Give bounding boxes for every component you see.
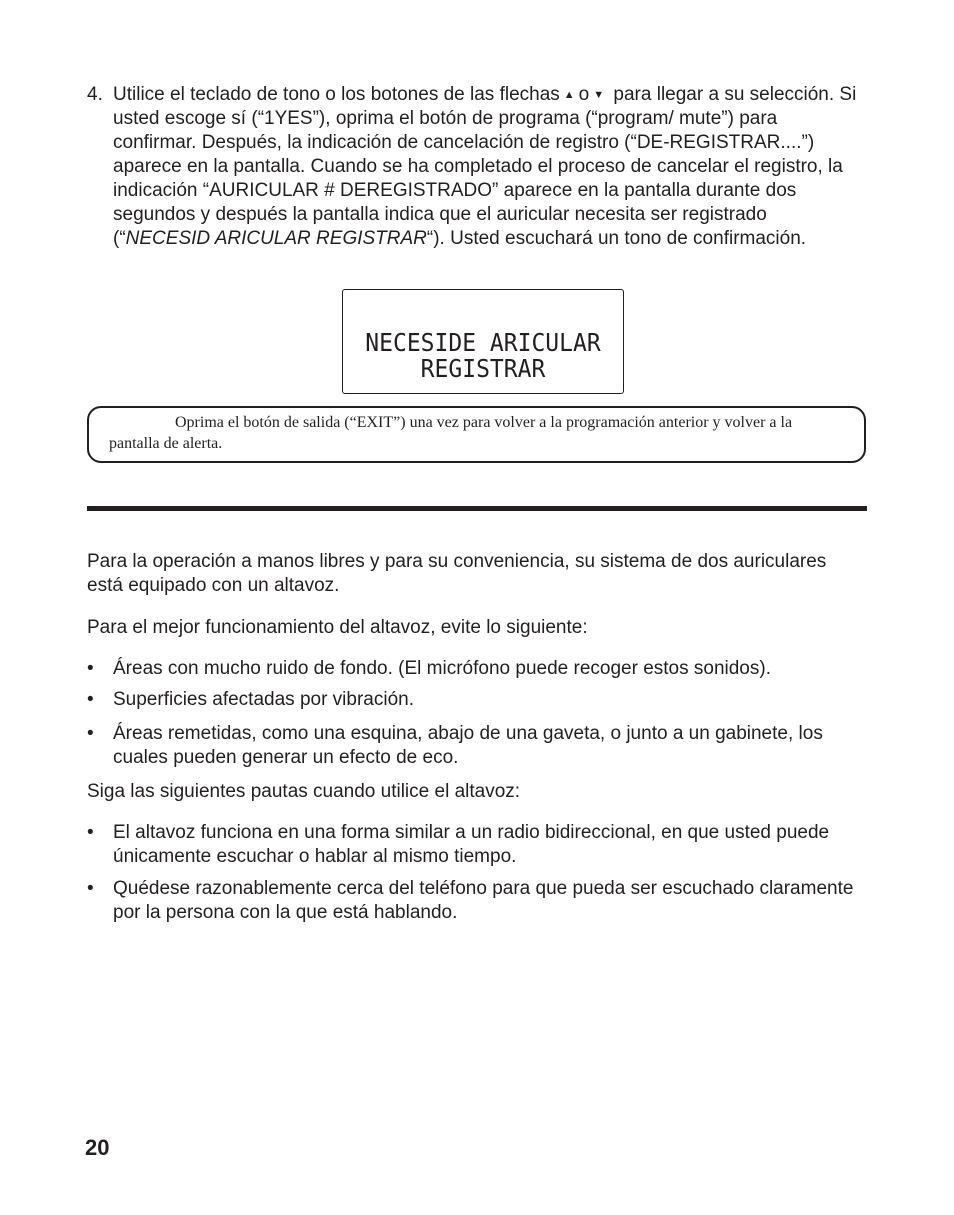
speaker-intro: Para la operación a manos libres y para su conveniencia, su sistema de dos auriculares está equipado con un altavoz. bbox=[87, 551, 827, 596]
list-item: • Quédese razonablemente cerca del teléfono para que pueda ser escuchado claramente por la persona con la que está hablando. bbox=[87, 878, 854, 923]
list-item: • El altavoz funciona en una forma similar a un radio bidireccional, en que usted puede únicamente escuchar o hablar al mismo tiempo. bbox=[87, 822, 830, 867]
bullet-icon: • bbox=[87, 689, 94, 710]
step-number: 4. bbox=[87, 84, 103, 105]
bullet-icon: • bbox=[87, 723, 94, 744]
bullet-icon: • bbox=[87, 658, 94, 679]
step-display-text: NECESID ARICULAR REGISTRAR bbox=[125, 228, 427, 249]
note-box bbox=[87, 406, 866, 463]
list-item: • Superficies afectadas por vibración. bbox=[87, 689, 414, 710]
section-divider bbox=[87, 506, 867, 511]
lcd-display bbox=[342, 289, 624, 394]
step-4 bbox=[87, 83, 857, 251]
guide-intro: Siga las siguientes pautas cuando utilice el altavoz: bbox=[87, 781, 521, 802]
page-number: 20 bbox=[85, 1135, 110, 1160]
list-item: • Áreas remetidas, como una esquina, abajo de una gaveta, o junto a un gabinete, los cuales pueden generar un efecto de eco. bbox=[87, 723, 823, 768]
list-item: • Áreas con mucho ruido de fondo. (El micrófono puede recoger estos sonidos). bbox=[87, 658, 771, 679]
bullet-icon: • bbox=[87, 822, 94, 843]
lcd-line-2: REGISTRAR bbox=[420, 354, 546, 383]
bullet-icon: • bbox=[87, 878, 94, 899]
arrow-down-icon: ▼ bbox=[593, 89, 605, 101]
step-text: Utilice el teclado de tono o los botones de las flechas ▲ o ▼ para llegar a su selección. Si usted escoge sí (“1YES”), oprima el botón de programa (“program/ mute”) para confirmar. Después, la indicación de cancelación de registro (“DE-REGISTRAR....”) aparece en la pantalla. Cuando se ha completado el proceso de cancelar el registro, la indicación “AURICULAR # DEREGISTRADO” aparece en la pantalla durante dos segundos y después la pantalla indica que el auricular necesita ser registrado (“NECESID ARICULAR REGISTRAR“). Usted escuchará un tono de confirmación. bbox=[113, 84, 857, 249]
note-text: Oprima el botón de salida (“EXIT”) una vez para volver a la programación anterior y volver a la pantalla de alerta. bbox=[109, 414, 793, 452]
avoid-intro: Para el mejor funcionamiento del altavoz, evite lo siguiente: bbox=[87, 617, 588, 638]
lcd-line-1: NECESIDE ARICULAR bbox=[365, 328, 601, 357]
arrow-up-icon: ▲ bbox=[563, 89, 575, 101]
